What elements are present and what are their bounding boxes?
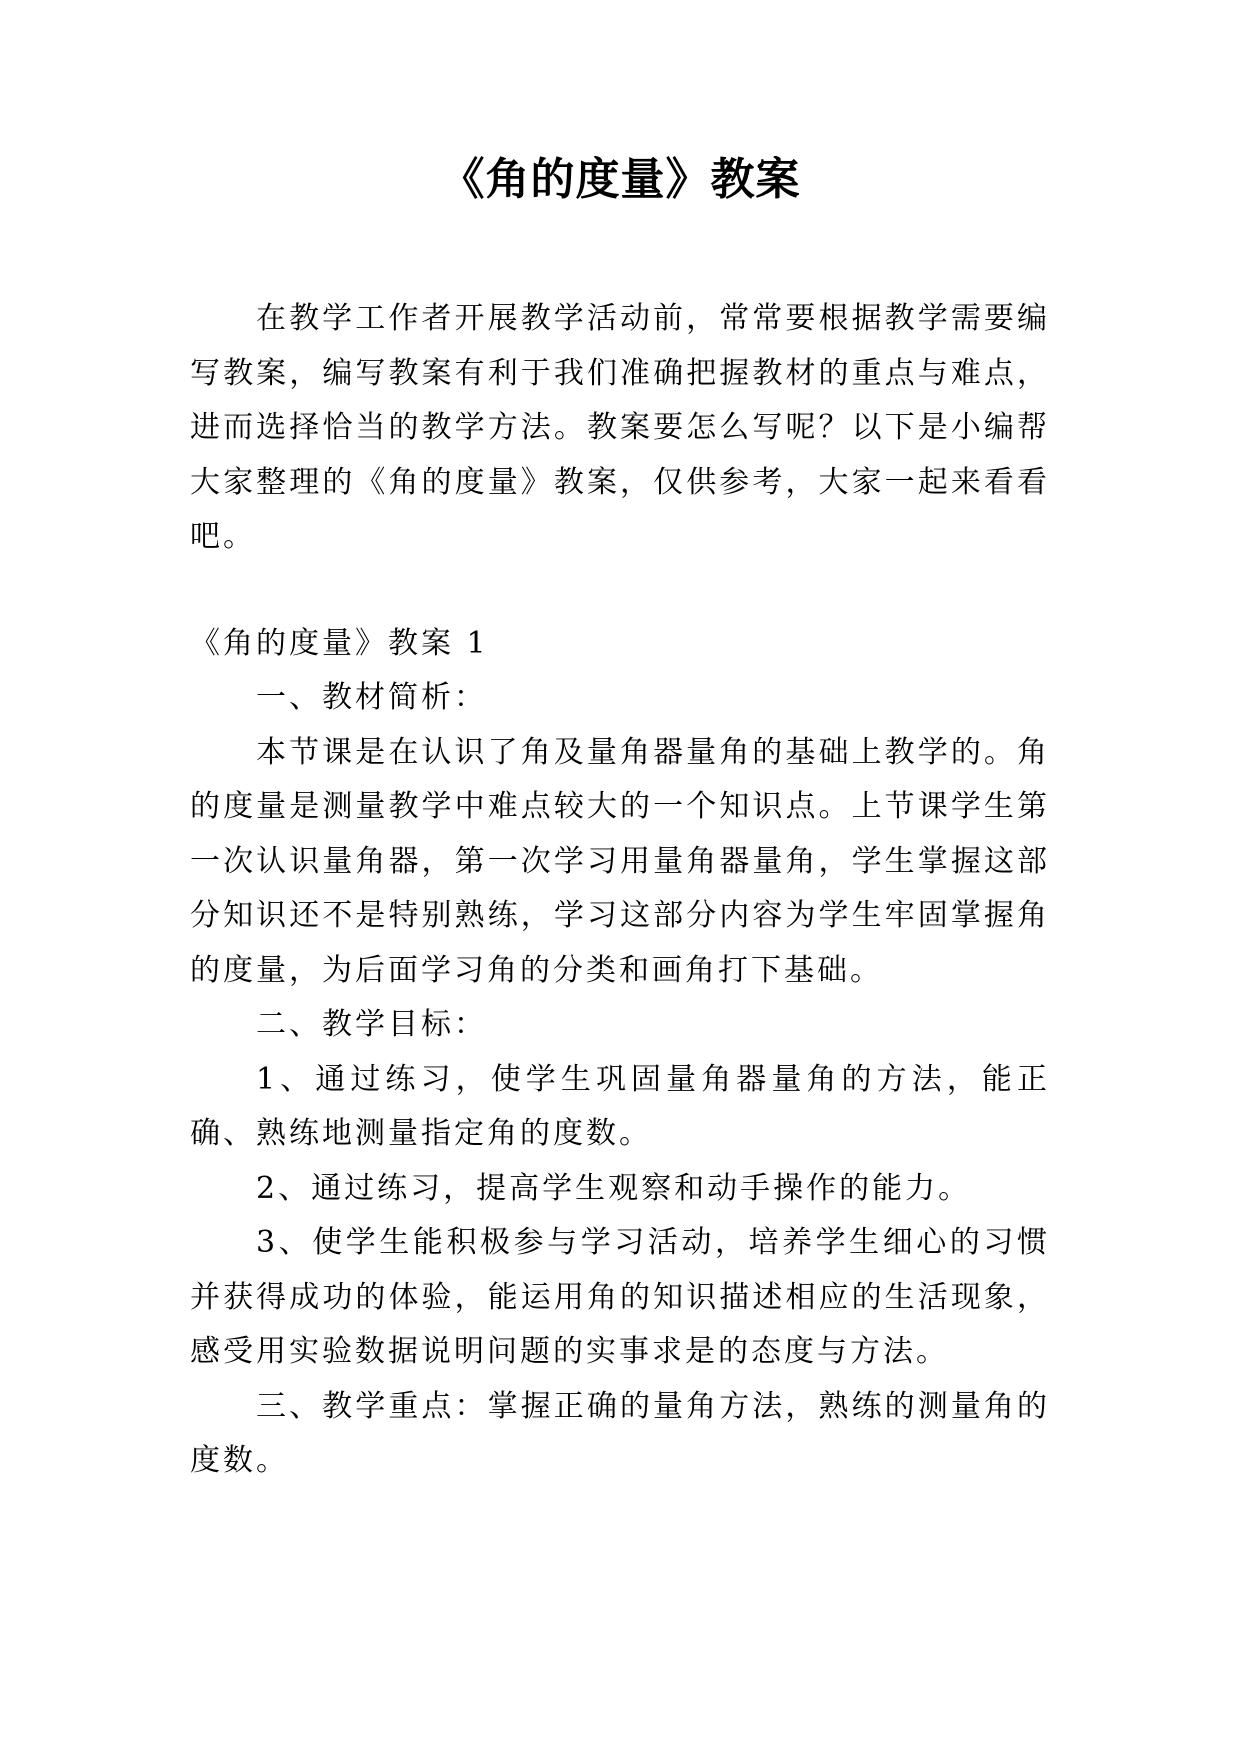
goal-item-2: 2、通过练习，提高学生观察和动手操作的能力。 xyxy=(256,1170,972,1206)
heading-teaching-goals: 二、教学目标： xyxy=(256,1007,487,1042)
document-body xyxy=(190,292,1050,1489)
goal-item-3: 3、使学生能积极参与学习活动，培养学生细心的习惯并获得成功的体验，能运用角的知识描述相应的生活现象，感受用实验数据说明问题的实事求是的态度与方法。 xyxy=(190,1225,1050,1369)
paragraph-gap xyxy=(190,565,1050,617)
intro-paragraph: 在教学工作者开展教学活动前，常常要根据教学需要编写教案，编写教案有利于我们准确把握教材的重点与难点，进而选择恰当的教学方法。教案要怎么写呢？以下是小编帮大家整理的《角的度量》教案，仅供参考，大家一起来看看吧。 xyxy=(190,301,1050,554)
teaching-focus: 三、教学重点：掌握正确的量角方法，熟练的测量角的度数。 xyxy=(190,1388,1050,1478)
goal-item-1: 1、通过练习，使学生巩固量角器量角的方法，能正确、熟练地测量指定角的度数。 xyxy=(190,1061,1050,1151)
section-heading: 《角的度量》教案 1 xyxy=(190,625,489,661)
document-title: 《角的度量》教案 xyxy=(440,154,801,205)
heading-textbook-analysis: 一、教材简析： xyxy=(256,680,487,715)
paragraph-textbook-analysis: 本节课是在认识了角及量角器量角的基础上教学的。角的度量是测量教学中难点较大的一个知识点。上节课学生第一次认识量角器，第一次学习用量角器量角，学生掌握这部分知识还不是特别熟练，学习这部分内容为学生牢固掌握角的度量，为后面学习角的分类和画角打下基础。 xyxy=(190,734,1050,988)
